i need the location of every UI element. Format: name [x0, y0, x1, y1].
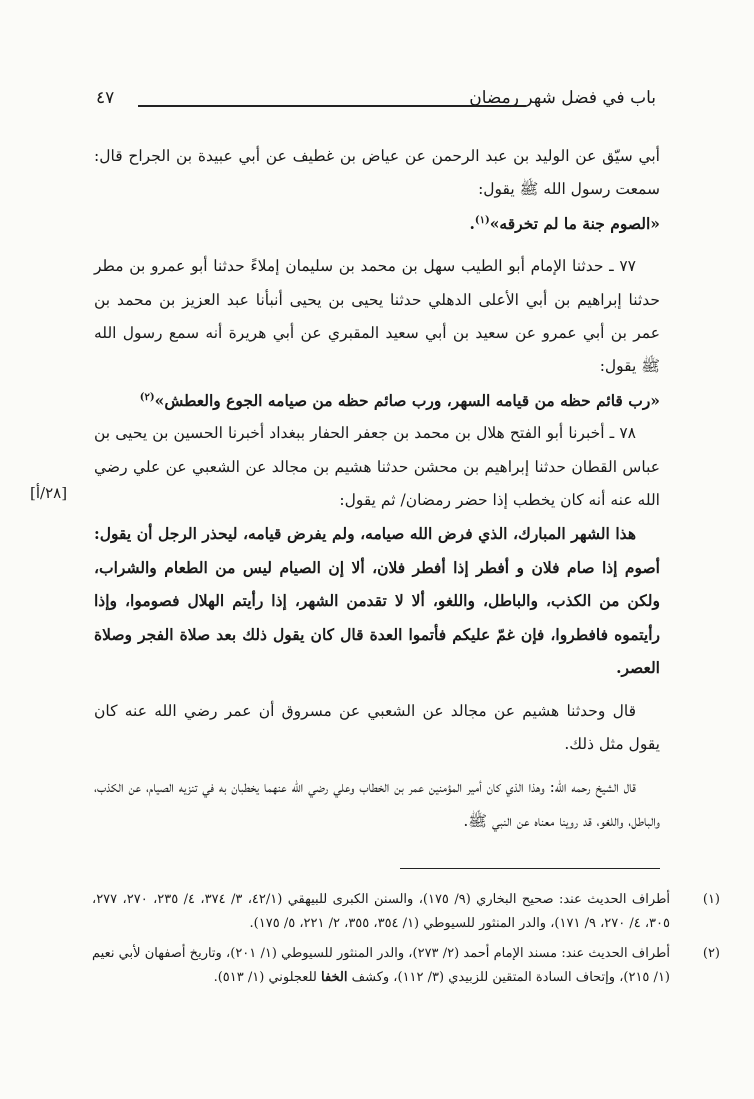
footnote-ref-1[interactable]: (١) [474, 214, 490, 226]
paragraph-masruq: قال وحدثنا هشيم عن مجالد عن الشعبي عن مسروق أن عمر رضي الله عنه كان يقول مثل ذلك. [94, 701, 660, 753]
header-rule [138, 105, 526, 107]
footnote-ref-2[interactable]: (٢) [139, 391, 155, 403]
footnote-text: أطراف الحديث عند: مسند الإمام أحمد (٢/ ٢٧٣)، والدر المنثور للسيوطي (١/ ٢٠١)، وتاريخ أصفهان لأبي نعيم (١/ ٢١٥)، وإتحاف السادة المتقين للزبيدي (٣/ ١١٢)، وكشف الخفا للعجلوني (١/ ٥١٣). [92, 946, 671, 985]
footnote-text: أطراف الحديث عند: صحيح البخاري (٩/ ١٧٥)، والسنن الكبرى للبيهقي (٤٢/١، ٣/ ٣٧٤، ٤/ ٢٣٥، ٢٧٠، ٢٧٧، ٣٠٥، ٤/ ٢٧٠، ٩/ ١٧١)، والدر المنثور للسيوطي (١/ ٣٥٤، ٣٥٥، ٢/ ٢٢١، ٥/ ١٧٥). [92, 892, 671, 931]
footnote-2 [92, 942, 720, 990]
chapter-title: باب في فضل شهر رمضان [469, 88, 656, 108]
manuscript-folio-marker: [٢٨/أ] [30, 484, 68, 502]
hadith-text-2: «رب قائم حظه من قيامه السهر، ورب صائم حظه من صيامه الجوع والعطش»$^{(٢)}$ [139, 390, 660, 410]
footnote-separator [400, 868, 660, 869]
footnote-number: (٢) [702, 946, 720, 961]
paragraph-isnad-1: أبي سيّق عن الوليد بن عبد الرحمن عن عياض بن غطيف عن أبي عبيدة بن الجراح قال: سمعت رسول الله ﷺ يقول: [94, 147, 660, 199]
footnotes [92, 888, 720, 996]
running-header [96, 88, 656, 120]
khutba-text: هذا الشهر المبارك، الذي فرض الله صيامه، ولم يفرض قيامه، ليحذر الرجل أن يقول: أصوم إذا صام فلان و أفطر إذا أفطر فلان، ألا إن الصيام ليس من الطعام والشراب، ولكن من الكذب، والباطل، واللغو، ألا لا تقدمن الشهر، إذا رأيتم الهلال فصوموا، وإذا رأيتموه فافطروا، فإن غمّ عليكم فأتموا العدة قال كان يقول ذلك بعد صلاة الفجر وصلاة العصر. [94, 524, 660, 678]
paragraph-hadith-78: ٧٨ ـ أخبرنا أبو الفتح هلال بن محمد بن جعفر الحفار ببغداد أخبرنا الحسين بن يحيى بن عباس القطان حدثنا إبراهيم بن محشن حدثنا هشيم بن مجالد عن الشعبي عن علي رضي الله عنه أنه كان يخطب إذا حضر رمضان/ ثم يقول: [94, 424, 660, 510]
footnote-keyword: الخفا [320, 970, 348, 985]
paragraph-shaykh-comment: قال الشيخ رحمه الله: وهذا الذي كان أمير المؤمنين عمر بن الخطاب وعلي رضي الله عنهما يخطبان به في تنزيه الصيام، عن الكذب، والباطل، واللغو، قد روينا معناه عن النبي ﷺ. [94, 778, 660, 830]
hadith-text-1: «الصوم جنة ما لم تخرقه»$^{(١)}$. [469, 213, 660, 233]
paragraph-hadith-77: ٧٧ ـ حدثنا الإمام أبو الطيب سهل بن محمد بن سليمان إملاءً حدثنا أبو عمرو بن مطر حدثنا إبراهيم بن أبي الأعلى الدهلي حدثنا يحيى بن يحيى أنبأنا عبد العزيز بن محمد بن عمر بن أبي عمرو عن سعيد بن أبي سعيد المقبري عن أبي هريرة أنه سمع رسول الله ﷺ يقول: [94, 257, 660, 376]
footnote-number: (١) [702, 892, 720, 907]
footnote-1 [92, 888, 720, 936]
page-number: ٤٧ [96, 88, 115, 108]
main-text [94, 140, 660, 838]
